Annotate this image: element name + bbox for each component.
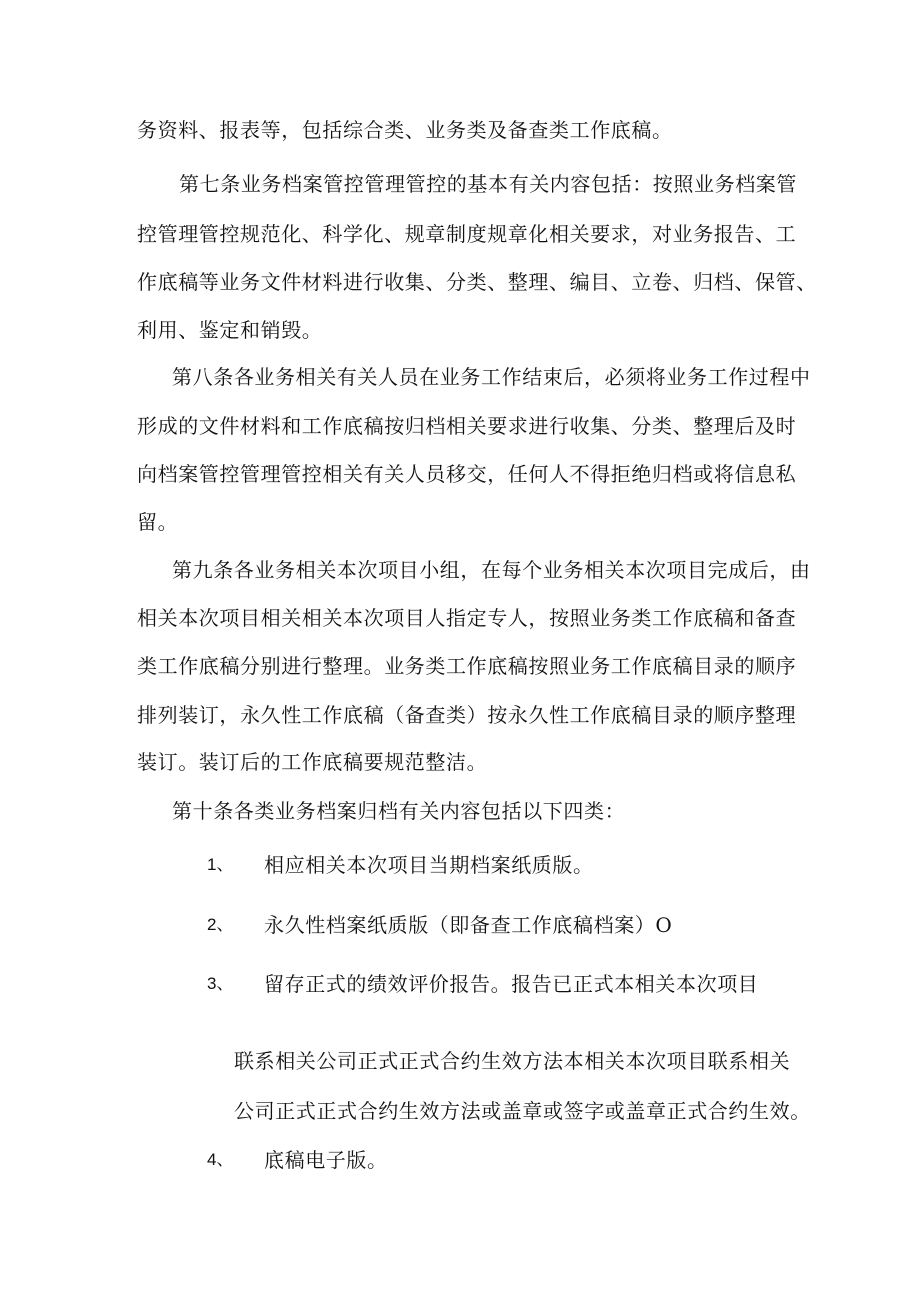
article7-line-2: 控管理管控规范化、科学化、规章制度规章化相关要求，对业务报告、工 (137, 222, 797, 246)
article9-line-2: 相关本次项目相关相关本次项目人指定专人，按照业务类工作底稿和备查 (137, 606, 797, 630)
article9-line-1: 第九条各业务相关本次项目小组，在每个业务相关本次项目完成后，由 (172, 558, 811, 582)
article7-line-3: 作底稿等业务文件材料进行收集、分类、整理、编目、立卷、归档、保管、 (137, 270, 817, 294)
list-item-text: 底稿电子版。 (264, 1148, 388, 1172)
list-item-number: 4、 (207, 1150, 234, 1169)
article8-line-1: 第八条各业务相关有关人员在业务工作结束后，必须将业务工作过程中 (172, 365, 811, 389)
article8-line-2: 形成的文件材料和工作底稿按归档相关要求进行收集、分类、整理后及时 (137, 414, 797, 438)
article7-line-1: 第七条业务档案管控管理管控的基本有关内容包括：按照业务档案管 (179, 172, 797, 196)
list-item-text: 留存正式的绩效评价报告。报告已正式本相关本次项目 (264, 972, 759, 996)
article8-line-4: 留。 (137, 510, 179, 534)
article9-line-5: 装订。装订后的工作底稿要规范整洁。 (137, 750, 488, 774)
list-item-text: 相应相关本次项目当期档案纸质版。 (264, 853, 594, 877)
list-item-number: 3、 (207, 974, 234, 993)
intro-line-1: 务资料、报表等，包括综合类、业务类及备查类工作底稿。 (137, 118, 673, 142)
list-item-number: 1、 (207, 855, 234, 874)
article7-line-4: 利用、鉴定和销毁。 (137, 318, 323, 342)
item3-continuation-line-1: 联系相关公司正式正式合约生效方法本相关本次项目联系相关 (234, 1049, 791, 1073)
article9-line-3: 类工作底稿分别进行整理。业务类工作底稿按照业务工作底稿目录的顺序 (137, 654, 797, 678)
list-item-text: 永久性档案纸质版（即备查工作底稿档案）O (264, 913, 673, 937)
list-item-number: 2、 (207, 915, 234, 934)
item3-continuation-line-2: 公司正式正式合约生效方法或盖章或签字或盖章正式合约生效。 (234, 1099, 811, 1123)
article10-line-1: 第十条各类业务档案归档有关内容包括以下四类： (172, 799, 626, 823)
article9-line-4: 排列装订，永久性工作底稿（备查类）按永久性工作底稿目录的顺序整理 (137, 703, 797, 727)
article8-line-3: 向档案管控管理管控相关有关人员移交，任何人不得拒绝归档或将信息私 (137, 462, 797, 486)
